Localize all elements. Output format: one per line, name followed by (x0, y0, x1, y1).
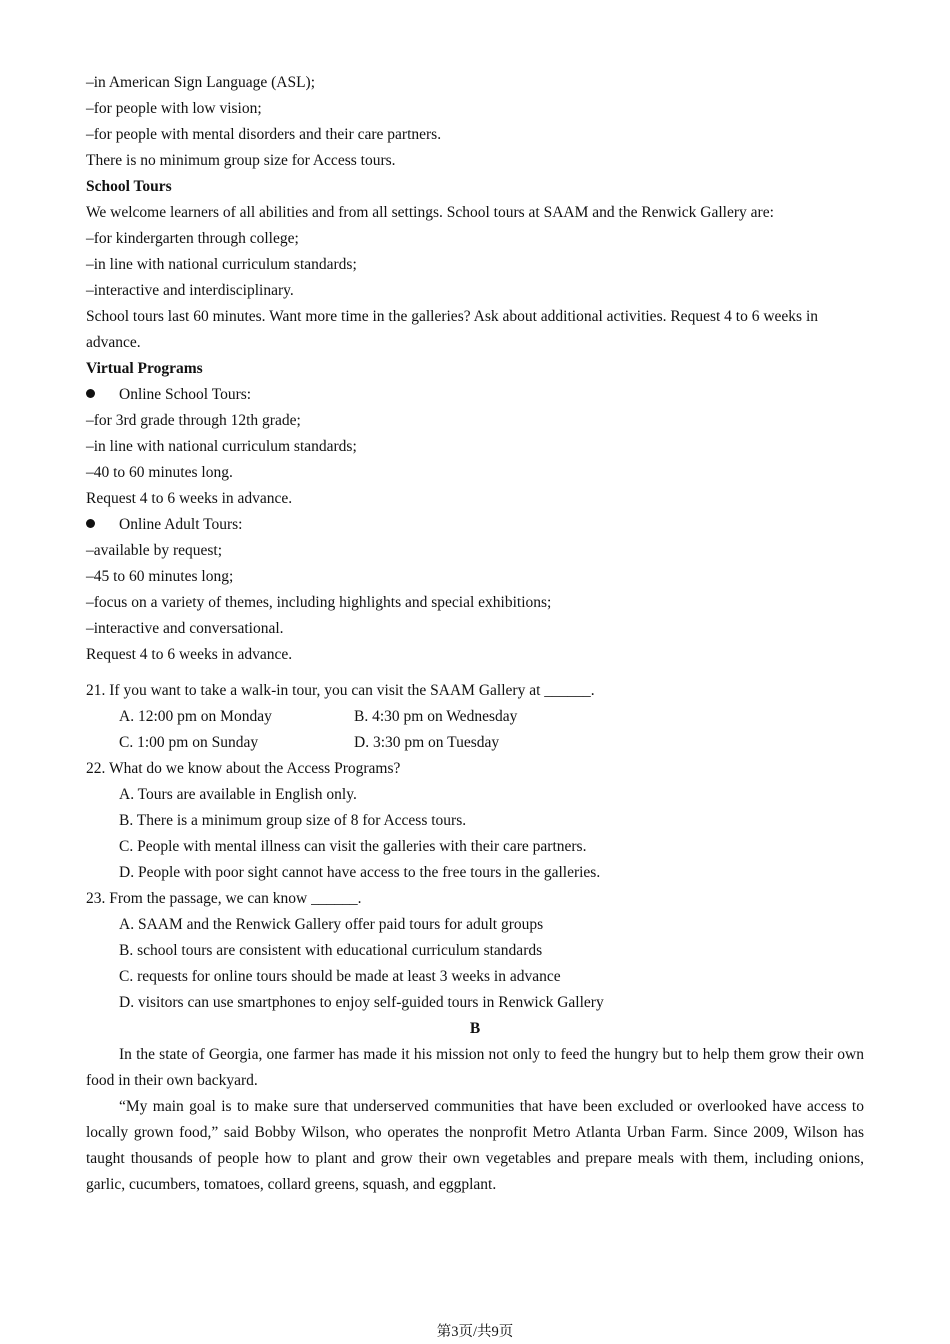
online-adult-item: –focus on a variety of themes, including highlights and special exhibitions; (86, 594, 552, 611)
online-adult-request: Request 4 to 6 weeks in advance. (86, 646, 293, 663)
question-21-stem: 21. If you want to take a walk-in tour, you can visit the SAAM Gallery at ______. (86, 682, 595, 699)
question-21-option-a: A. 12:00 pm on Monday (119, 708, 272, 725)
question-21-options-row (86, 704, 864, 730)
online-adult-item: –interactive and conversational. (86, 620, 284, 637)
question-21-options-row (86, 730, 864, 756)
page-number: 第3页/共9页 (436, 1324, 514, 1340)
question-23-option: A. SAAM and the Renwick Gallery offer paid tours for adult groups (119, 916, 544, 933)
online-adult-item: –available by request; (86, 542, 223, 559)
school-tour-item: –interactive and interdisciplinary. (86, 282, 294, 299)
online-school-item: –for 3rd grade through 12th grade; (86, 412, 301, 429)
question-22-option: B. There is a minimum group size of 8 for Access tours. (119, 812, 467, 829)
question-22-stem: 22. What do we know about the Access Programs? (86, 760, 401, 777)
online-school-item: –in line with national curriculum standards; (86, 438, 357, 455)
school-tours-heading: School Tours (86, 178, 172, 195)
access-note: There is no minimum group size for Access tours. (86, 152, 396, 169)
school-tours-intro: We welcome learners of all abilities and from all settings. School tours at SAAM and the Renwick Gallery are: (86, 204, 774, 221)
access-line: –for people with mental disorders and their care partners. (86, 126, 442, 143)
virtual-programs-heading: Virtual Programs (86, 360, 203, 377)
question-21-option-d: D. 3:30 pm on Tuesday (354, 734, 500, 751)
question-23-stem: 23. From the passage, we can know ______. (86, 890, 362, 907)
section-b-heading: B (469, 1020, 481, 1037)
bullet-icon (86, 389, 95, 398)
online-school-request: Request 4 to 6 weeks in advance. (86, 490, 293, 507)
school-tour-item: –for kindergarten through college; (86, 230, 299, 247)
section-b-paragraph: “My main goal is to make sure that underserved communities that have been excluded or overlooked have access to locally grown food,” said Bobby Wilson, who operates the nonprofit Metro Atlanta Urban Farm. Since 2009, Wilson has taught thousands of people how to plant and grow their own vegetables and prepare meals with them, including onions, garlic, cucumbers, tomatoes, collard greens, squash, and eggplant. (86, 1098, 864, 1193)
question-23-option: D. visitors can use smartphones to enjoy self-guided tours in Renwick Gallery (119, 994, 604, 1011)
question-22-option: D. People with poor sight cannot have access to the free tours in the galleries. (119, 864, 601, 881)
access-line: –in American Sign Language (ASL); (86, 74, 316, 91)
question-22-option: A. Tours are available in English only. (119, 786, 357, 803)
question-22-option: C. People with mental illness can visit the galleries with their care partners. (119, 838, 587, 855)
section-b-paragraph: In the state of Georgia, one farmer has made it his mission not only to feed the hungry but to help them grow their own food in their own backyard. (86, 1046, 864, 1089)
question-23-option: C. requests for online tours should be made at least 3 weeks in advance (119, 968, 561, 985)
access-line: –for people with low vision; (86, 100, 262, 117)
question-21-option-b: B. 4:30 pm on Wednesday (354, 708, 518, 725)
document-page (86, 70, 864, 1198)
bullet-icon (86, 519, 95, 528)
school-tour-item: –in line with national curriculum standards; (86, 256, 357, 273)
access-list (86, 70, 864, 174)
question-21-option-c: C. 1:00 pm on Sunday (119, 734, 259, 751)
question-23-option: B. school tours are consistent with educational curriculum standards (119, 942, 543, 959)
online-adult-tours-title: Online Adult Tours: (86, 512, 864, 538)
school-tours-note: School tours last 60 minutes. Want more time in the galleries? Ask about additional activities. Request 4 to 6 weeks in advance. (86, 308, 819, 351)
online-adult-item: –45 to 60 minutes long; (86, 568, 234, 585)
online-school-item: –40 to 60 minutes long. (86, 464, 233, 481)
online-school-tours-title: Online School Tours: (86, 382, 864, 408)
